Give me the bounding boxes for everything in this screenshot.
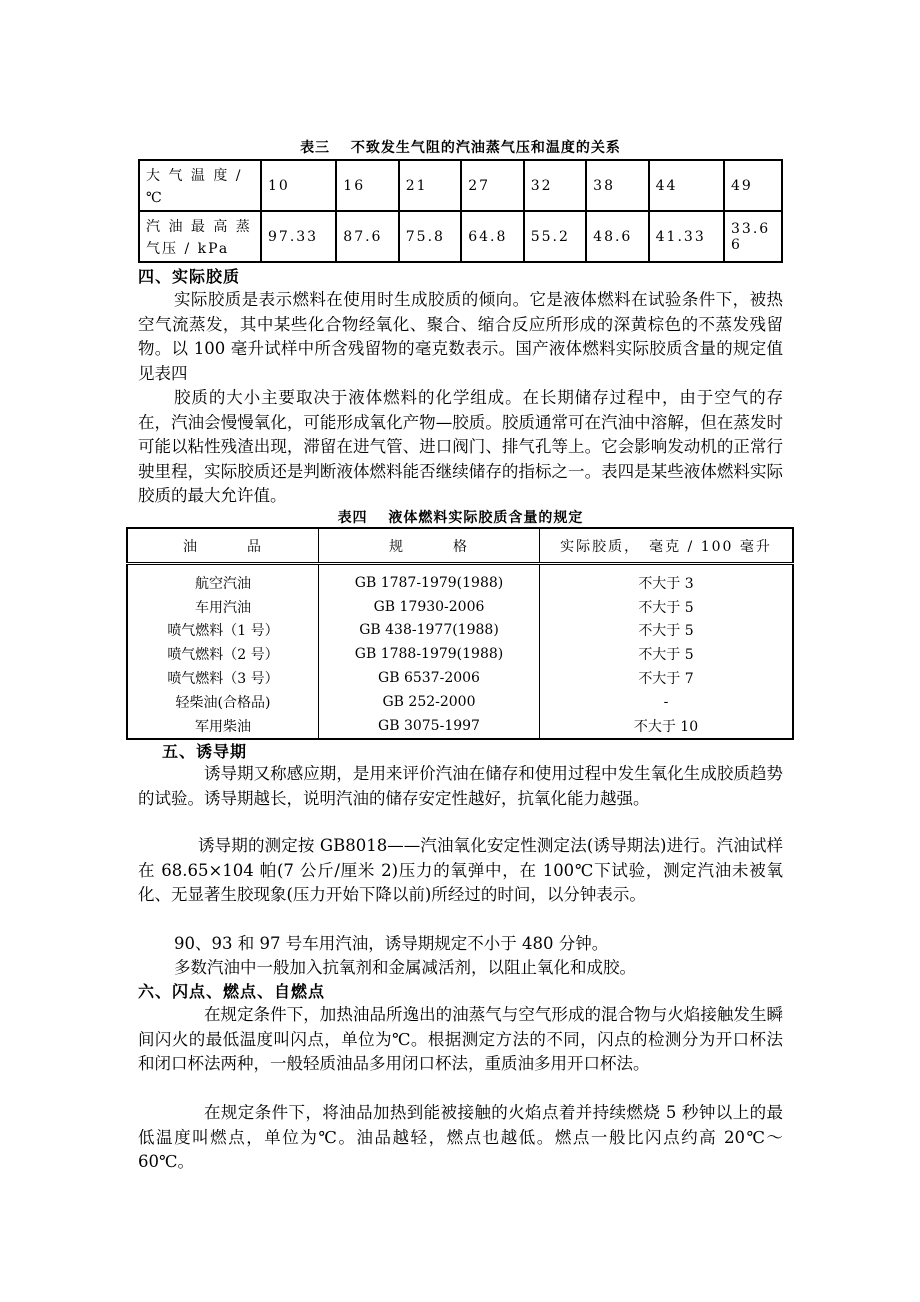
table3-cell: 21	[399, 160, 461, 211]
table-row	[127, 714, 793, 739]
table4-spec: GB 17930-2006	[319, 595, 540, 619]
table4-header-product: 油 品	[127, 528, 319, 564]
table3-cell: 16	[336, 160, 398, 211]
table4-gum: 不大于 7	[540, 666, 794, 690]
table4-header-gum: 实际胶质， 毫克 / 100 毫升	[540, 528, 794, 564]
table3-cell: 49	[724, 160, 782, 211]
section5-paragraph-2: 诱导期的测定按 GB8018——汽油氧化安定性测定法(诱导期法)进行。汽油试样在 68.65×104 帕(7 公斤/厘米 2)压力的氧弹中，在 100℃下试验，测定汽油未被氧化、无显著生胶现象(压力开始下降以前)所经过的时间，以分钟表示。	[138, 836, 783, 904]
table4-header-spec: 规 格	[319, 528, 540, 564]
table3-caption: 表三 不致发生气阻的汽油蒸气压和温度的关系	[300, 140, 621, 156]
table3-cell: 75.8	[399, 211, 461, 262]
table4-product: 军用柴油	[127, 714, 319, 739]
section5-paragraph-3: 90、93 和 97 号车用汽油，诱导期规定不小于 480 分钟。	[174, 934, 609, 953]
table4-product: 航空汽油	[127, 564, 319, 595]
table4	[126, 527, 794, 740]
table3-cell: 97.33	[261, 211, 336, 262]
table3-cell: 44	[649, 160, 724, 211]
table4-gum: 不大于 5	[540, 619, 794, 643]
section5-paragraph-1: 诱导期又称感应期，是用来评价汽油在储存和使用过程中发生氧化生成胶质趋势的试验。诱导期越长，说明汽油的储存安定性越好，抗氧化能力越强。	[138, 764, 783, 808]
section4-paragraph-2: 胶质的大小主要取决于液体燃料的化学组成。在长期储存过程中，由于空气的存在，汽油会慢慢氧化，可能形成氧化产物—胶质。胶质通常可在汽油中溶解，但在蒸发时可能以粘性残渣出现，滞留在进气管、进口阀门、排气孔等上。它会影响发动机的正常行驶里程，实际胶质还是判断液体燃料能否继续储存的指标之一。表四是某些液体燃料实际胶质的最大允许值。	[138, 388, 783, 505]
table3-cell: 55.2	[524, 211, 586, 262]
table4-spec: GB 438-1977(1988)	[319, 619, 540, 643]
section6-heading: 六、闪点、燃点、自燃点	[138, 982, 326, 1001]
table-row	[127, 690, 793, 714]
table3-cell: 64.8	[461, 211, 523, 262]
section5-heading: 五、诱导期	[162, 742, 248, 761]
table3-cell: 27	[461, 160, 523, 211]
table3-cell: 41.33	[649, 211, 724, 262]
section6-paragraph-1: 在规定条件下，加热油品所逸出的油蒸气与空气形成的混合物与火焰接触发生瞬间闪火的最低温度叫闪点，单位为℃。根据测定方法的不同，闪点的检测分为开口杯法和闭口杯法两种，一般轻质油品多用闭口杯法，重质油多用开口杯法。	[138, 1005, 783, 1073]
table3	[138, 159, 783, 263]
table-row	[127, 619, 793, 643]
section4-heading: 四、实际胶质	[138, 267, 241, 286]
table3-cell: 48.6	[586, 211, 648, 262]
table4-header-row	[127, 528, 793, 564]
table4-spec: GB 3075-1997	[319, 714, 540, 739]
table3-cell: 87.6	[336, 211, 398, 262]
table4-gum: 不大于 5	[540, 642, 794, 666]
table4-spec: GB 1787-1979(1988)	[319, 564, 540, 595]
table3-cell: 38	[586, 160, 648, 211]
table4-product: 喷气燃料（3 号）	[127, 666, 319, 690]
table4-spec: GB 1788-1979(1988)	[319, 642, 540, 666]
table4-gum: -	[540, 690, 794, 714]
table3-cell: 32	[524, 160, 586, 211]
table3-row-temperature	[139, 160, 782, 211]
section6-paragraph-2: 在规定条件下，将油品加热到能被接触的火焰点着并持续燃烧 5 秒钟以上的最低温度叫燃点，单位为℃。油品越轻，燃点也越低。燃点一般比闪点约高 20℃～60℃。	[138, 1103, 783, 1171]
table4-gum: 不大于 3	[540, 564, 794, 595]
table4-product: 喷气燃料（1 号）	[127, 619, 319, 643]
table-row	[127, 642, 793, 666]
table4-product: 轻柴油(合格品)	[127, 690, 319, 714]
table3-row1-label: 大 气 温 度 / ℃	[139, 160, 261, 211]
table4-spec: GB 252-2000	[319, 690, 540, 714]
table4-caption: 表四 液体燃料实际胶质含量的规定	[337, 510, 584, 526]
table3-cell: 10	[261, 160, 336, 211]
table-row	[127, 564, 793, 595]
table3-cell: 33.66	[724, 211, 782, 262]
table-row	[127, 595, 793, 619]
table4-product: 车用汽油	[127, 595, 319, 619]
table3-row-pressure	[139, 211, 782, 262]
table4-gum: 不大于 5	[540, 595, 794, 619]
table4-gum: 不大于 10	[540, 714, 794, 739]
table-row	[127, 666, 793, 690]
section4-paragraph-1: 实际胶质是表示燃料在使用时生成胶质的倾向。它是液体燃料在试验条件下，被热空气流蒸发，其中某些化合物经氧化、聚合、缩合反应所形成的深黄棕色的不蒸发残留物。以 100 毫升试样中所含残留物的毫克数表示。国产液体燃料实际胶质含量的规定值见表四	[138, 290, 783, 383]
table4-spec: GB 6537-2006	[319, 666, 540, 690]
section5-paragraph-4: 多数汽油中一般加入抗氧剂和金属减活剂，以阻止氧化和成胶。	[174, 958, 636, 977]
table3-row2-label: 汽 油 最 高 蒸 气压 / kPa	[139, 211, 261, 262]
table4-product: 喷气燃料（2 号）	[127, 642, 319, 666]
